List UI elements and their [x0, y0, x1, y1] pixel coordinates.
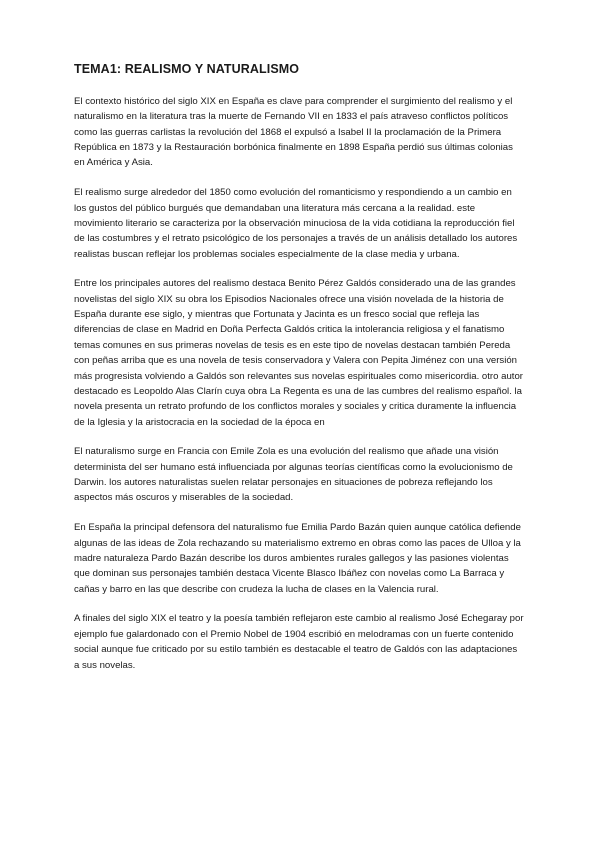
document-title: TEMA1: REALISMO Y NATURALISMO	[74, 62, 300, 76]
paragraph-naturalism-spain: En España la principal defensora del naturalismo fue Emilia Pardo Bazán quien aunque católica defiende algunas de las ideas de Zola rechazando su materialismo extremo en obras como las paces de Ulloa y la madre naturaleza Pardo Bazán describe los duros ambientes rurales gallegos y las pasiones violentas que dominan sus personajes también destaca Vicente Blasco Ibáñez con novelas como La Barraca y cañas y barro en las que describe con crudeza la lucha de clases en la Valencia rural.	[74, 522, 521, 595]
paragraph-naturalism-origin: El naturalismo surge en Francia con Emile Zola es una evolución del realismo que añade una visión determinista del ser humano está influenciada por algunas teorías científicas como la evolucionismo de Darwin. los autores naturalistas suelen relatar personajes en situaciones de pobreza reflejando los aspectos más oscuros y miserables de la sociedad.	[74, 446, 513, 504]
document-page	[74, 62, 524, 687]
paragraph-historical-context: El contexto histórico del siglo XIX en España es clave para comprender el surgimiento del realismo y el naturalismo en la literatura tras la muerte de Fernando VII en 1833 el país atraveso conflictos políticos como las guerras carlistas la revolución del 1868 el expulsó a Isabel II la proclamación de la Primera República en 1873 y la Restauración borbónica finalmente en 1898 España perdió sus últimas colonias en América y Asia.	[74, 96, 513, 169]
paragraph-theatre-poetry: A finales del siglo XIX el teatro y la poesía también reflejaron este cambio al realismo José Echegaray por ejemplo fue galardonado con el Premio Nobel de 1904 escribió en melodramas con un fuerte contenido social aunque fue criticado por su estilo también es destacable el teatro de Galdós con las adaptaciones a sus novelas.	[74, 613, 524, 671]
paragraph-realism-authors: Entre los principales autores del realismo destaca Benito Pérez Galdós considerado una de las grandes novelistas del siglo XIX su obra los Episodios Nacionales ofrece una visión novelada de la historia de España durante ese siglo, y mientras que Fortunata y Jacinta es un fresco social que refleja las diferencias de clase en Madrid en Doña Perfecta Galdós critica la intolerancia religiosa y el fanatismo temas comunes en sus primeras novelas de tesis es en este tipo de novelas destacan también Pereda con peñas arriba que es una novela de tesis conservadora y Valera con Pepita Jiménez con una versión más progresista volviendo a Galdós son relevantes sus novelas espirituales como misericordia. otro autor destacado es Leopoldo Alas Clarín cuya obra La Regenta es una de las cumbres del realismo español. la novela presenta un retrato profundo de los conflictos morales y sociales y critica duramente la influencia de la Iglesia y la aristocracia en la sociedad de la época en	[74, 278, 523, 428]
paragraph-realism-origin: El realismo surge alrededor del 1850 como evolución del romanticismo y respondiendo a un cambio en los gustos del público burgués que demandaban una literatura más cercana a la realidad. este movimiento literario se caracteriza por la observación minuciosa de la vida cotidiana la reproducción fiel de las costumbres y el retrato psicológico de los personajes a través de un análisis detallado los autores realistas buscan reflejar los problemas sociales especialmente de la clase media y urbana.	[74, 187, 518, 260]
